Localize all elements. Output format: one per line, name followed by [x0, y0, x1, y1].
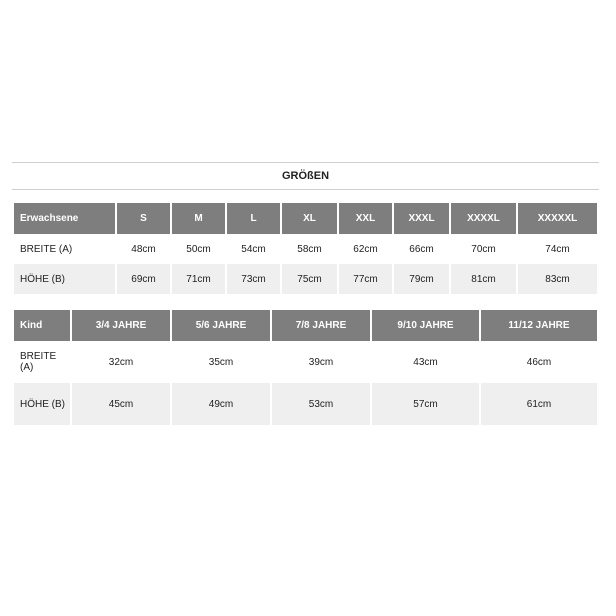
kid-width-row — [14, 341, 597, 383]
table-cell: 73cm — [227, 264, 282, 294]
table-cell: 35cm — [172, 341, 272, 383]
table-cell: 46cm — [481, 341, 597, 383]
table-cell: 74cm — [518, 234, 597, 264]
table-cell: 32cm — [72, 341, 172, 383]
adult-header-size: L — [227, 203, 282, 234]
adult-header-size: XXXXXL — [518, 203, 597, 234]
kid-header-age: 11/12 JAHRE — [481, 310, 597, 341]
table-cell: 70cm — [451, 234, 518, 264]
table-cell: 66cm — [394, 234, 451, 264]
table-cell: 75cm — [282, 264, 339, 294]
row-label: HÖHE (B) — [14, 383, 72, 425]
kid-height-row — [14, 383, 597, 425]
adult-header-size: XXL — [339, 203, 394, 234]
table-cell: 43cm — [372, 341, 481, 383]
adult-header-size: XXXL — [394, 203, 451, 234]
adult-header-size: M — [172, 203, 227, 234]
kid-header-age: 9/10 JAHRE — [372, 310, 481, 341]
adult-header-label: Erwachsene — [14, 203, 117, 234]
table-cell: 49cm — [172, 383, 272, 425]
table-cell: 83cm — [518, 264, 597, 294]
table-cell: 81cm — [451, 264, 518, 294]
adult-header-size: XL — [282, 203, 339, 234]
kid-header-age: 5/6 JAHRE — [172, 310, 272, 341]
table-cell: 69cm — [117, 264, 172, 294]
kid-header-row — [14, 310, 597, 341]
kid-header-age: 3/4 JAHRE — [72, 310, 172, 341]
kid-header-age: 7/8 JAHRE — [272, 310, 372, 341]
table-cell: 50cm — [172, 234, 227, 264]
table-cell: 79cm — [394, 264, 451, 294]
adult-header-size: S — [117, 203, 172, 234]
table-cell: 53cm — [272, 383, 372, 425]
table-cell: 57cm — [372, 383, 481, 425]
table-cell: 45cm — [72, 383, 172, 425]
adult-header-size: XXXXL — [451, 203, 518, 234]
table-cell: 61cm — [481, 383, 597, 425]
size-chart-title: GRÖßEN — [12, 162, 599, 190]
table-cell: 48cm — [117, 234, 172, 264]
row-label: BREITE (A) — [14, 341, 72, 383]
table-cell: 58cm — [282, 234, 339, 264]
adult-header-row — [14, 203, 597, 234]
adult-size-table — [14, 203, 597, 294]
table-cell: 54cm — [227, 234, 282, 264]
table-cell: 77cm — [339, 264, 394, 294]
adult-height-row — [14, 264, 597, 294]
table-cell: 62cm — [339, 234, 394, 264]
row-label: BREITE (A) — [14, 234, 117, 264]
kid-size-table — [14, 310, 597, 425]
row-label: HÖHE (B) — [14, 264, 117, 294]
adult-width-row — [14, 234, 597, 264]
table-cell: 39cm — [272, 341, 372, 383]
kid-header-label: Kind — [14, 310, 72, 341]
table-cell: 71cm — [172, 264, 227, 294]
